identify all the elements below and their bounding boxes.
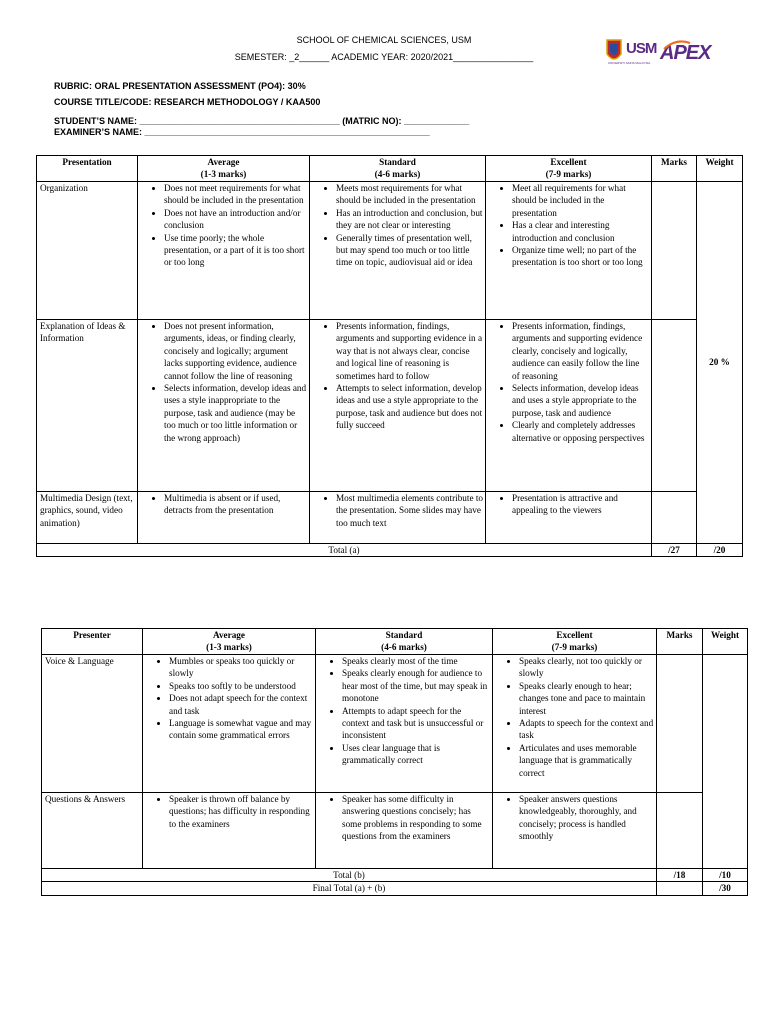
voice-average-cell: • Mumbles or speaks too quickly or slowly • Speaks too softly to be understood • Does not adapt speech for the context and task • Language is somewhat vague and may contain some grammatical errors — [143, 655, 316, 793]
final-total-marks — [657, 882, 703, 895]
final-total-label: Final Total (a) + (b) — [42, 882, 657, 895]
presenter-rubric-table — [41, 628, 748, 896]
explanation-standard-cell: • Presents information, findings, arguments and supporting evidence in a way that is not always clear, concise and logical line of reasoning is sometimes hard to follow • Attempts to select information, develop ideas and use a style appropriate to the purpose, task and audience but does not fully succeed — [310, 320, 486, 492]
student-name-line: STUDENT’S NAME: ________________________________________ (MATRIC NO): _____________ — [54, 116, 470, 126]
header-presenter: Presenter — [42, 629, 143, 655]
presenter-weight-cell — [703, 655, 748, 869]
header-standard: Standard (4-6 marks) — [310, 156, 486, 182]
explanation-marks-cell — [652, 320, 697, 492]
header-average: Average (1-3 marks) — [143, 629, 316, 655]
usm-logo: USM — [626, 40, 657, 57]
explanation-excellent-cell: • Presents information, findings, arguments and supporting evidence clearly, concisely and logically, audience can easily follow the line of reasoning • Selects information, develop ideas and uses a style appropriate to the purpose, task and audience • Clearly and completely addresses alternative or opposing perspectives — [486, 320, 652, 492]
total-a-label: Total (a) — [37, 544, 652, 557]
qa-standard-cell: • Speaker has some difficulty in answering questions concisely; has some problems in responding to some questions from the examiners — [316, 793, 493, 869]
criterion-organization: Organization — [37, 182, 138, 320]
criterion-questions-answers: Questions & Answers — [42, 793, 143, 869]
final-total-row — [42, 882, 748, 895]
organization-standard-cell: • Meets most requirements for what should be included in the presentation • Has an introduction and conclusion, but they are not clear or interesting • Generally times of presentation well, but may spend too much or too little time on topic, audiovisual aid or idea — [310, 182, 486, 320]
organization-marks-cell — [652, 182, 697, 320]
organization-average-cell: • Does not meet requirements for what should be included in the presentation • Does not have an introduction and/or conclusion • Use time poorly; the whole presentation, or a part of it is too short or too long — [138, 182, 310, 320]
total-row — [42, 869, 748, 882]
voice-standard-cell: • Speaks clearly most of the time • Speaks clearly enough for audience to hear most of the time, but may speak in monotone • Attempts to adapt speech for the context and task but is unsuccessful or inconsistent • Uses clear language that is grammatically correct — [316, 655, 493, 793]
criterion-voice-language: Voice & Language — [42, 655, 143, 793]
rubric-title: RUBRIC: ORAL PRESENTATION ASSESSMENT (PO4): 30% — [54, 81, 306, 91]
multimedia-excellent-cell: • Presentation is attractive and appealing to the viewers — [486, 492, 652, 544]
apex-logo: APEX — [660, 42, 711, 64]
header-excellent: Excellent (7-9 marks) — [493, 629, 657, 655]
header-marks: Marks — [652, 156, 697, 182]
organization-excellent-cell: • Meet all requirements for what should be included in the presentation • Has a clear and interesting introduction and conclusion • Organize time well; no part of the presentation is too short or too long — [486, 182, 652, 320]
course-line: COURSE TITLE/CODE: RESEARCH METHODOLOGY / KAA500 — [54, 97, 321, 107]
school-title: SCHOOL OF CHEMICAL SCIENCES, USM — [296, 35, 472, 45]
total-row — [37, 544, 743, 557]
header-excellent: Excellent (7-9 marks) — [486, 156, 652, 182]
total-a-marks: /27 — [652, 544, 697, 557]
table-row — [42, 655, 748, 793]
voice-excellent-cell: • Speaks clearly, not too quickly or slowly • Speaks clearly enough to hear; changes tone and pace to maintain interest • Adapts to speech for the context and task • Articulates and uses memorable language that is grammatically correct — [493, 655, 657, 793]
total-b-label: Total (b) — [42, 869, 657, 882]
examiner-name-line: EXAMINER’S NAME: _________________________________________________________ — [54, 127, 430, 137]
weight-cell: 20 % — [697, 182, 743, 544]
header-presentation: Presentation — [37, 156, 138, 182]
multimedia-marks-cell — [652, 492, 697, 544]
table-row — [37, 182, 743, 320]
table-header-row — [37, 156, 743, 182]
header-marks: Marks — [657, 629, 703, 655]
usm-logo-subtitle: UNIVERSITI SAINS MALAYSIA — [608, 61, 651, 65]
final-total-weight: /30 — [703, 882, 748, 895]
table-header-row — [42, 629, 748, 655]
total-b-marks: /18 — [657, 869, 703, 882]
semester-line: SEMESTER: _2______ ACADEMIC YEAR: 2020/2021________________ — [234, 52, 534, 62]
header-weight: Weight — [703, 629, 748, 655]
voice-marks-cell — [657, 655, 703, 793]
qa-excellent-cell: • Speaker answers questions knowledgeably, thoroughly, and concisely; process is handled smoothly — [493, 793, 657, 869]
multimedia-average-cell: • Multimedia is absent or if used, detracts from the presentation — [138, 492, 310, 544]
multimedia-standard-cell: • Most multimedia elements contribute to the presentation. Some slides may have too much text — [310, 492, 486, 544]
criterion-explanation: Explanation of Ideas & Information — [37, 320, 138, 492]
header-standard: Standard (4-6 marks) — [316, 629, 493, 655]
logo-group — [604, 36, 724, 70]
explanation-average-cell: • Does not present information, arguments, ideas, or finding clearly, concisely and logically; argument lacks supporting evidence, audience cannot follow the line of reasoning • Selects information, develop ideas and uses a style inappropriate to the purpose, task and audience (may be too much or too little information or the wrong approach) — [138, 320, 310, 492]
presentation-rubric-table — [36, 155, 743, 557]
table-row — [37, 492, 743, 544]
table-row — [37, 320, 743, 492]
table-row — [42, 793, 748, 869]
qa-marks-cell — [657, 793, 703, 869]
total-a-weight: /20 — [697, 544, 743, 557]
apex-swoosh-icon — [662, 40, 692, 50]
total-b-weight: /10 — [703, 869, 748, 882]
qa-average-cell: • Speaker is thrown off balance by questions; has difficulty in responding to the examiners — [143, 793, 316, 869]
criterion-multimedia: Multimedia Design (text, graphics, sound, video animation) — [37, 492, 138, 544]
header-average: Average (1-3 marks) — [138, 156, 310, 182]
header-weight: Weight — [697, 156, 743, 182]
